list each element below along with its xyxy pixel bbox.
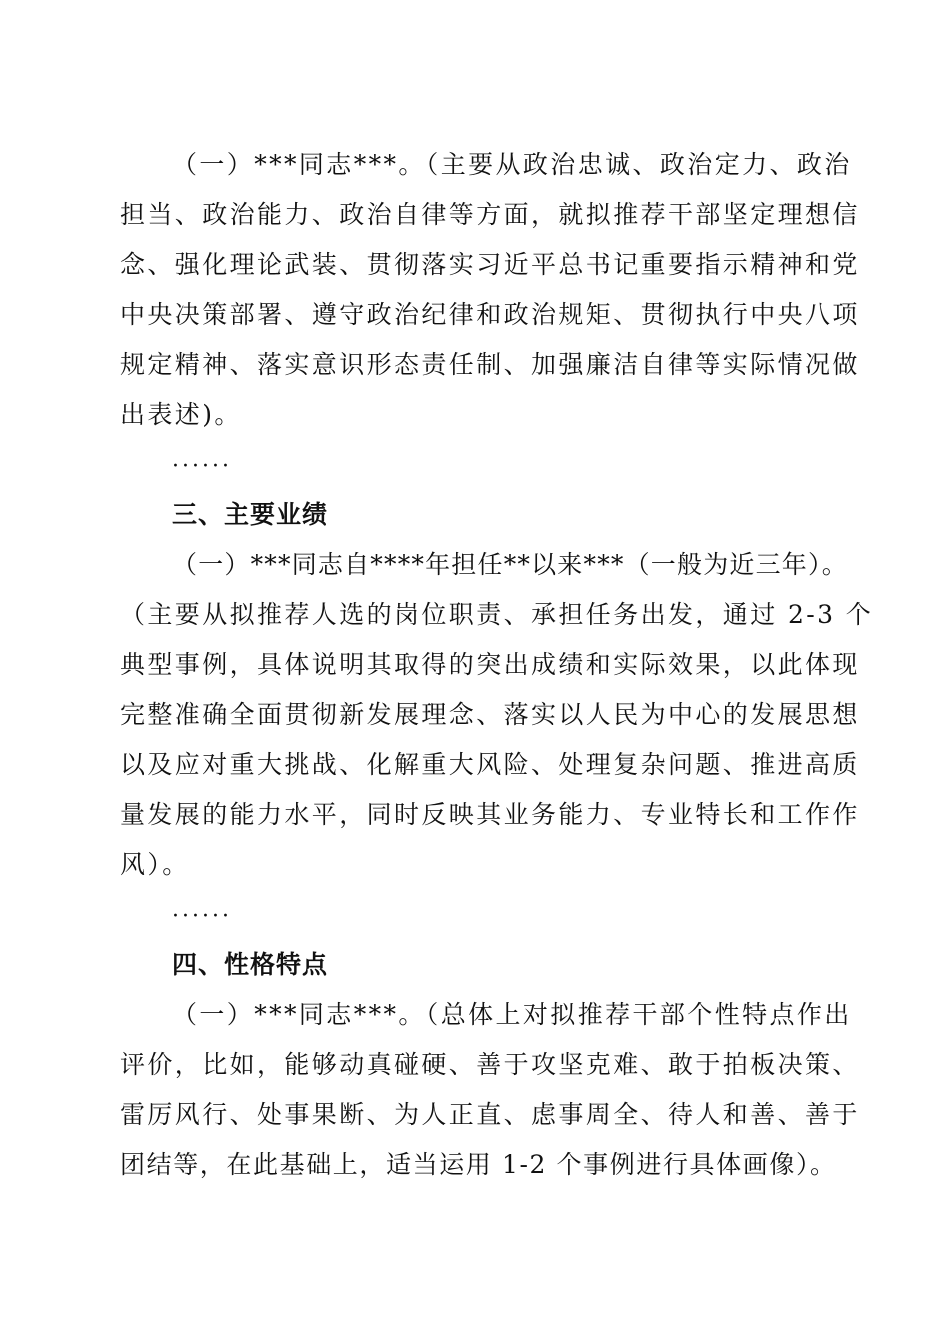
paragraph-line: （主要从拟推荐人选的岗位职责、承担任务出发，通过 2-3 个 xyxy=(120,600,874,629)
paragraph-line: 评价，比如，能够动真碰硬、善于攻坚克难、敢于拍板决策、 xyxy=(120,1050,860,1079)
paragraph-line: 典型事例，具体说明其取得的突出成绩和实际效果，以此体现 xyxy=(120,650,860,679)
paragraph-line: 担当、政治能力、政治自律等方面，就拟推荐干部坚定理想信 xyxy=(120,200,860,229)
paragraph-line: 风）。 xyxy=(120,850,190,879)
paragraph-line: （一）***同志自****年担任**以来***（一般为近三年）。 xyxy=(172,550,848,579)
paragraph-line: 团结等，在此基础上，适当运用 1-2 个事例进行具体画像）。 xyxy=(120,1150,837,1179)
paragraph-line: 中央决策部署、遵守政治纪律和政治规矩、贯彻执行中央八项 xyxy=(120,300,860,329)
paragraph-line: 以及应对重大挑战、化解重大风险、处理复杂问题、推进高质 xyxy=(120,750,860,779)
paragraph-line: （一）***同志***。（主要从政治忠诚、政治定力、政治 xyxy=(172,150,852,179)
section-heading-achievements: 三、主要业绩 xyxy=(172,500,329,529)
paragraph-line: 雷厉风行、处事果断、为人正直、虑事周全、待人和善、善于 xyxy=(120,1100,860,1129)
ellipsis: ······ xyxy=(172,454,232,479)
paragraph-line: 完整准确全面贯彻新发展理念、落实以人民为中心的发展思想 xyxy=(120,700,860,729)
paragraph-line: 规定精神、落实意识形态责任制、加强廉洁自律等实际情况做 xyxy=(120,350,860,379)
section-heading-personality: 四、性格特点 xyxy=(172,950,329,979)
paragraph-line: （一）***同志***。（总体上对拟推荐干部个性特点作出 xyxy=(172,1000,852,1029)
paragraph-line: 出表述)。 xyxy=(120,400,242,429)
paragraph-line: 念、强化理论武装、贯彻落实习近平总书记重要指示精神和党 xyxy=(120,250,860,279)
ellipsis: ······ xyxy=(172,904,232,929)
paragraph-line: 量发展的能力水平，同时反映其业务能力、专业特长和工作作 xyxy=(120,800,860,829)
